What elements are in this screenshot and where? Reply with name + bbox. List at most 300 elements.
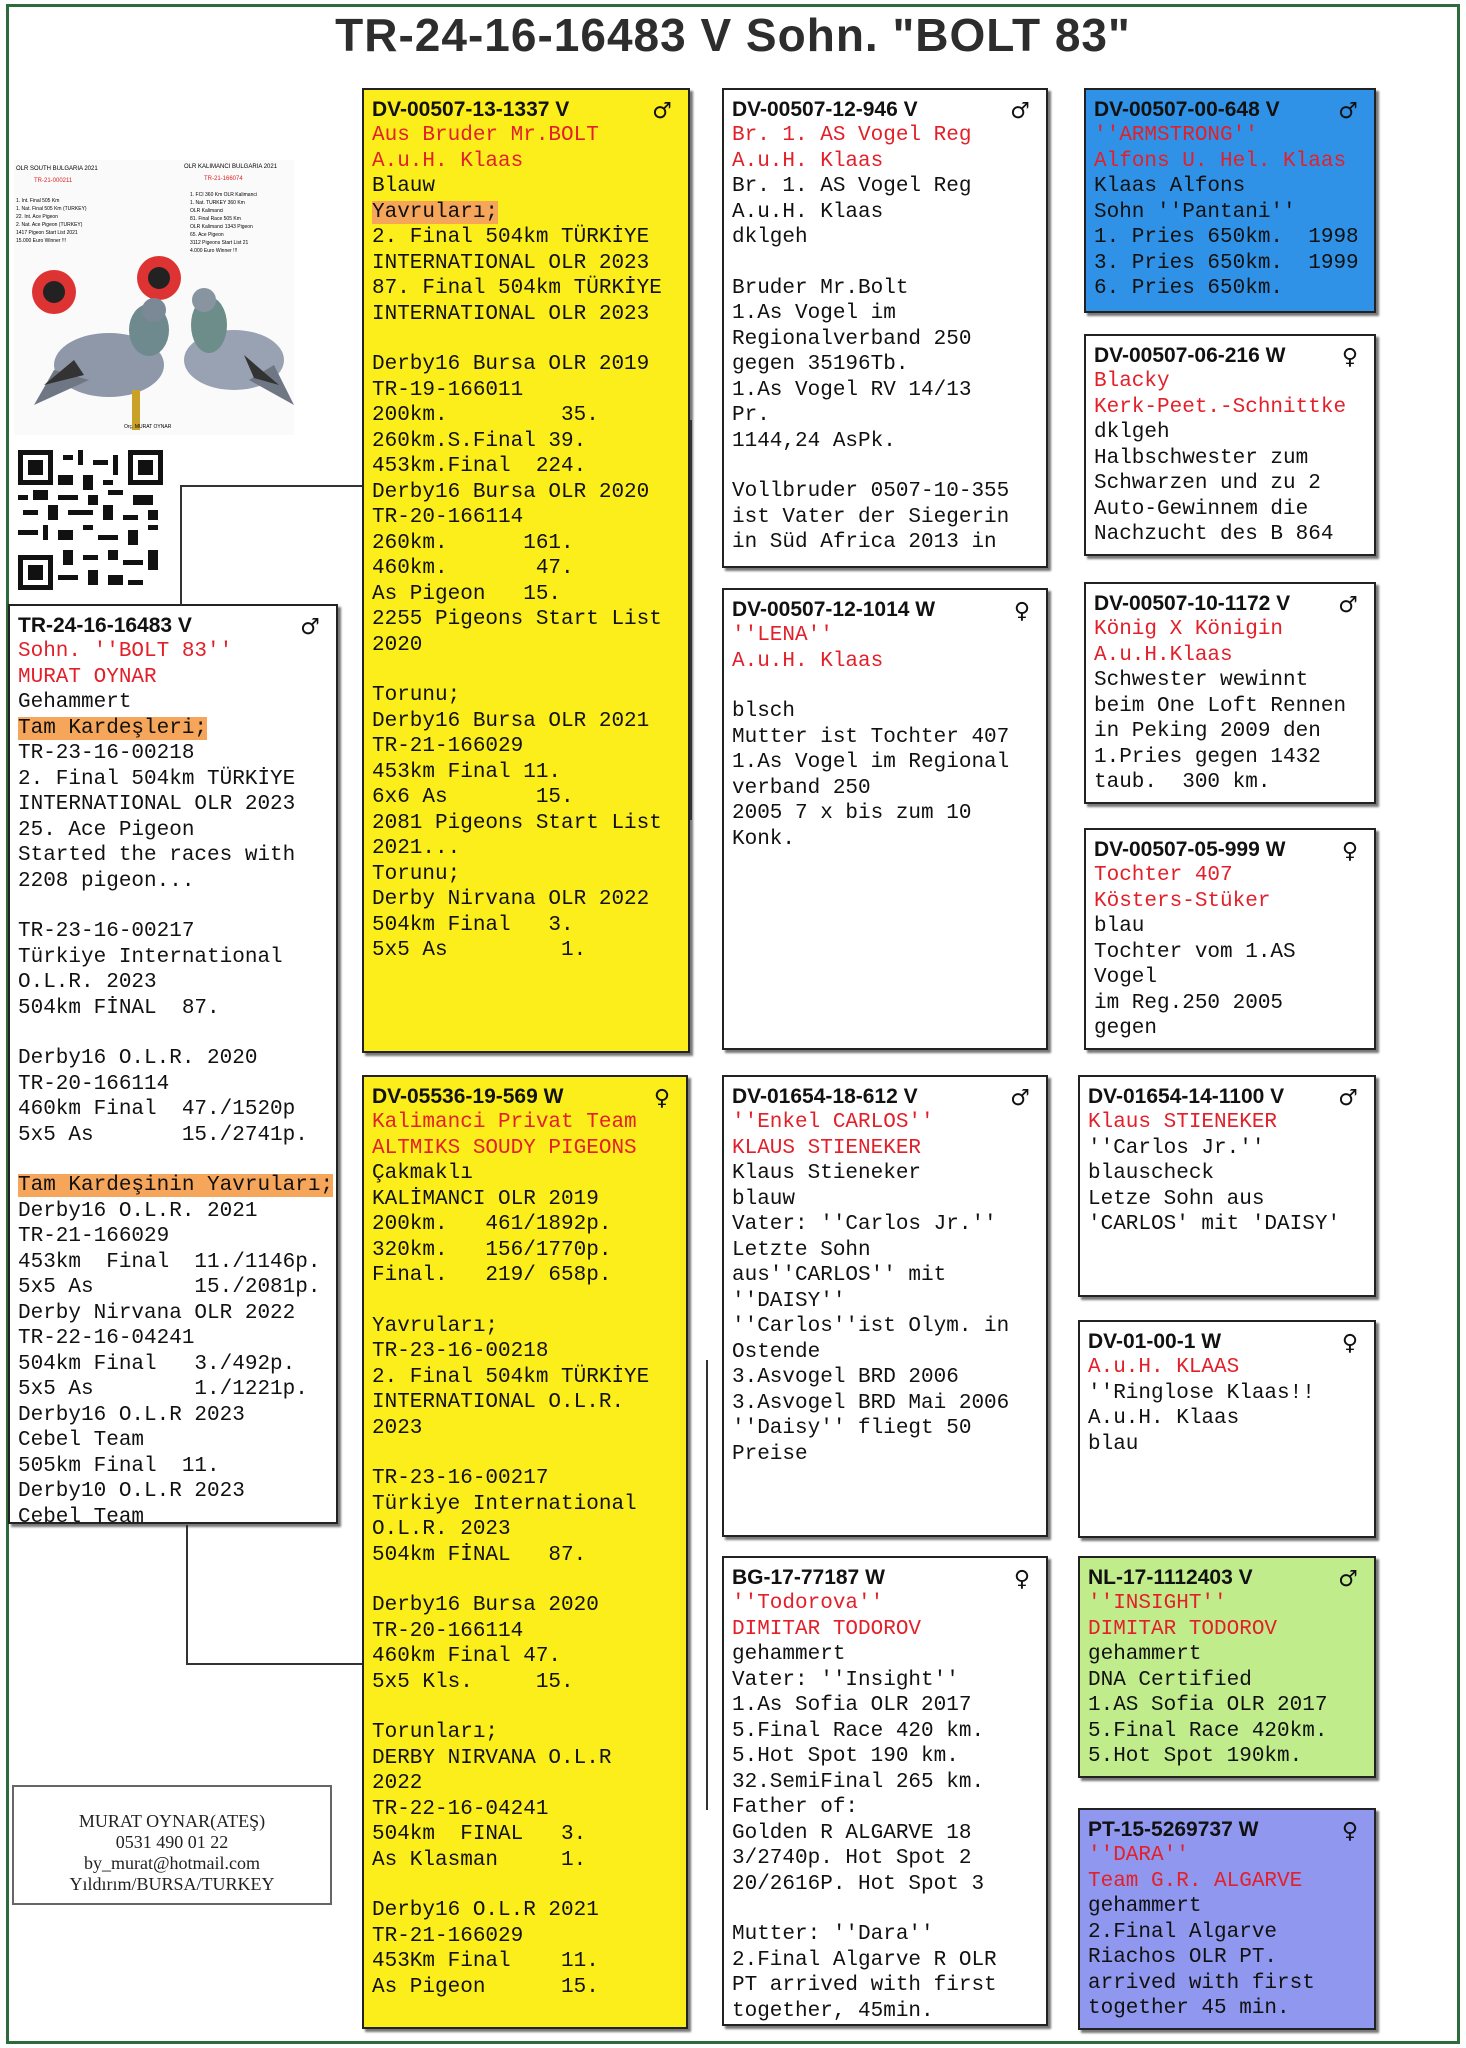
pedigree-line-text: A.u.H. Klaas [1088, 1407, 1240, 1430]
pedigree-line [372, 1543, 678, 1569]
pedigree-line [18, 818, 328, 844]
pedigree-line [1094, 770, 1366, 796]
pedigree-line-text: 2081 Pigeons Start List [372, 811, 662, 835]
contact-email[interactable]: by_murat@hotmail.com [83, 1853, 261, 1873]
dam-box [362, 1075, 688, 2029]
pedigree-line [732, 750, 1038, 776]
pedigree-line [372, 1441, 678, 1466]
pedigree-line [732, 1846, 1038, 1872]
female-icon: ♀ [1341, 839, 1358, 864]
ring-number-text: BG-17-77187 W [732, 1566, 885, 1589]
pedigree-line [1088, 1869, 1366, 1895]
pedigree-line [18, 639, 328, 665]
pedigree-line-text: Blauw [372, 175, 436, 198]
pedigree-line-text: Derby10 O.L.R 2023 [18, 1480, 245, 1503]
pedigree-line-text: Sohn. ''BOLT 83'' [18, 640, 233, 663]
ring-number [1088, 1083, 1366, 1110]
pedigree-line [732, 174, 1038, 200]
pedigree-line-text: König X Königin [1094, 618, 1284, 641]
pedigree-line-text: Klaas Alfons [1094, 175, 1246, 198]
pedigree-line-text: Kerk-Peet.-Schnittke [1094, 395, 1347, 419]
pedigree-line-text: Derby16 O.L.R. 2020 [18, 1047, 258, 1070]
photo-result-line: 22. Int. Ace Pigeon [16, 214, 58, 220]
pedigree-line-text: Mutter ist Tochter 407 [732, 725, 1010, 749]
left-caption: OLR SOUTH BULGARIA 2021 [16, 166, 98, 172]
dds-box [1078, 1556, 1376, 1778]
photo-result-line: OLR Kalimanci [190, 208, 224, 214]
pedigree-line [732, 1821, 1038, 1847]
pedigree-line [18, 894, 328, 919]
pedigree-line-text: INTERNATIONAL O.L.R. [372, 1391, 625, 1414]
pedigree-line-text: 1.Pries gegen 1432 [1094, 745, 1321, 769]
pedigree-line-text: 3/2740p. Hot Spot 2 [732, 1847, 972, 1870]
sire-sire-box [722, 88, 1048, 568]
dam-dam-box [722, 1556, 1048, 2026]
pedigree-line [18, 1275, 328, 1301]
pedigree-line-text: 1.As Vogel RV 14/13 [732, 378, 972, 402]
pedigree-line [1088, 1719, 1366, 1745]
pedigree-line [18, 690, 328, 716]
pedigree-line [732, 352, 1038, 378]
pedigree-line [372, 174, 680, 200]
pedigree-line [1088, 1894, 1366, 1920]
pedigree-line-text: 2021... [372, 837, 461, 860]
pedigree-line [1094, 617, 1366, 643]
pedigree-line-text: Ostende [732, 1340, 821, 1364]
pedigree-line-text: Derby16 O.L.R 2021 [372, 1899, 599, 1922]
pedigree-line [18, 1199, 328, 1225]
ring-number [732, 596, 1038, 623]
pedigree-line-text: 5x5 As 1. [372, 939, 587, 962]
pedigree-line [372, 709, 680, 735]
pedigree-line [18, 1046, 328, 1072]
pedigree-line-text: 5x5 Kls. 15. [372, 1670, 574, 1694]
pedigree-line [1094, 889, 1366, 915]
pedigree-line-text: ''Ringlose Klaas!! [1088, 1381, 1315, 1405]
pedigree-line-text: 5x5 As 15./2081p. [18, 1276, 321, 1299]
pedigree-line [732, 403, 1038, 429]
pedigree-line-text: 200km. 35. [372, 404, 599, 427]
pigeon-photo-illustration [14, 160, 294, 435]
pedigree-line [732, 1897, 1038, 1922]
pedigree-line-text: 504km Final 3./492p. [18, 1352, 296, 1376]
pedigree-line [372, 1466, 678, 1492]
sdd-box [1084, 828, 1376, 1050]
pedigree-line [1094, 446, 1366, 472]
connector-line [690, 590, 692, 820]
sire-box [362, 88, 690, 1053]
pedigree-line [372, 1212, 678, 1238]
pedigree-line [372, 683, 680, 709]
photo-result-line: 15.000 Euro Winner !!! [16, 238, 67, 244]
female-icon: ♀ [1341, 1819, 1358, 1844]
pedigree-line [732, 1719, 1038, 1745]
pedigree-line [18, 665, 328, 691]
pedigree-line-text: TR-20-166114 [372, 1619, 524, 1643]
pedigree-line [1094, 668, 1366, 694]
pedigree-line [1094, 174, 1366, 200]
pedigree-line [1094, 395, 1366, 421]
pedigree-line [372, 1644, 678, 1670]
pedigree-line [18, 767, 328, 793]
pedigree-line-text: MURAT OYNAR [18, 665, 157, 689]
pedigree-line-text: 504km FINAL 3. [372, 1823, 587, 1846]
pedigree-line [1094, 914, 1366, 940]
pedigree-line-text: DIMITAR TODOROV [1088, 1617, 1278, 1641]
pedigree-line-text: ''Enkel CARLOS'' [732, 1111, 934, 1134]
pedigree-line [18, 1479, 328, 1505]
pedigree-line [372, 1517, 678, 1543]
pedigree-line [1094, 965, 1366, 991]
pedigree-line-text: 6. Pries 650km. [1094, 277, 1284, 300]
pedigree-line [1088, 1744, 1366, 1770]
pedigree-line [372, 403, 680, 429]
pedigree-line [1094, 123, 1366, 149]
pedigree-line-text: 2.Final Algarve [1088, 1920, 1278, 1944]
pedigree-line-text: Golden R ALGARVE 18 [732, 1821, 972, 1845]
pedigree-line [732, 1263, 1038, 1289]
connector-line [706, 1360, 708, 1530]
ring-number-text: DV-00507-12-1014 W [732, 598, 936, 621]
pedigree-line [372, 505, 680, 531]
pedigree-line [372, 734, 680, 760]
pedigree-line-text: Schwester wewinnt [1094, 669, 1309, 692]
pedigree-line-text: 505km Final 11. [18, 1454, 220, 1478]
pedigree-line [372, 1848, 678, 1874]
pedigree-line [1088, 1591, 1366, 1617]
pedigree-line-text: 453km.Final 224. [372, 455, 587, 478]
dsd-box [1078, 1320, 1376, 1538]
pedigree-line [372, 1568, 678, 1593]
ring-number-text: DV-01654-14-1100 V [1088, 1085, 1285, 1108]
pedigree-line [1088, 1920, 1366, 1946]
ring-number-text: NL-17-1112403 V [1088, 1566, 1253, 1589]
pedigree-line [1088, 1843, 1366, 1869]
male-icon: ♂ [1338, 593, 1358, 618]
photo-result-line: OLR Kalimanci 1343 Pigeon [190, 224, 253, 230]
pedigree-line-text: 453km Final 11. [372, 760, 562, 784]
pedigree-line [18, 1505, 328, 1525]
pedigree-line [732, 454, 1038, 479]
pedigree-line [18, 1403, 328, 1429]
pedigree-line [1094, 694, 1366, 720]
pedigree-line-text: Tochter vom 1.AS [1094, 940, 1296, 964]
pedigree-line-text: ''LENA'' [732, 624, 833, 647]
pedigree-line [372, 302, 680, 328]
pedigree-line [372, 429, 680, 455]
pedigree-line [372, 1314, 678, 1340]
pedigree-line-text: Schwarzen und zu 2 [1094, 472, 1321, 495]
pedigree-line-text: 453Km Final 11. [372, 1950, 599, 1973]
pedigree-line [1094, 991, 1366, 1017]
pedigree-line-text: 5.Final Race 420km. [1088, 1719, 1328, 1743]
pedigree-line [1088, 1945, 1366, 1971]
pedigree-line [372, 1289, 678, 1314]
pedigree-line [732, 674, 1038, 699]
pedigree-line [732, 251, 1038, 276]
pedigree-line-text: Torunu; [372, 684, 461, 707]
photo-result-line: 4.000 Euro Winner !!! [190, 248, 238, 254]
pedigree-line [372, 480, 680, 506]
pedigree-line [1088, 1136, 1366, 1162]
pedigree-line [372, 1924, 678, 1950]
pedigree-line-text: Letze Sohn aus [1088, 1187, 1265, 1211]
pedigree-line-text: ''INSIGHT'' [1088, 1592, 1227, 1615]
pedigree-line [732, 200, 1038, 226]
pedigree-line-text: Br. 1. AS Vogel Reg [732, 175, 972, 198]
pedigree-line [372, 1797, 678, 1823]
pedigree-line-text: blau [1088, 1432, 1139, 1456]
pedigree-line [732, 1770, 1038, 1796]
pedigree-line-text: dklgeh [1094, 421, 1170, 444]
pedigree-line-text: Vater: ''Carlos Jr.'' [732, 1213, 997, 1236]
pedigree-line-text: Derby16 O.L.R. 2021 [18, 1199, 258, 1223]
pedigree-line [18, 1301, 328, 1327]
pedigree-line [732, 1668, 1038, 1694]
pedigree-line-text: As Pigeon 15. [372, 582, 562, 606]
pedigree-line-text: A.u.H. Klaas [732, 649, 884, 673]
pedigree-line [1088, 1406, 1366, 1432]
photo-result-line: 1. FCI 360 Km OLR Kalimanci [190, 192, 257, 198]
pedigree-line [372, 123, 680, 149]
pedigree-line-text: 320km. 156/1770p. [372, 1238, 612, 1262]
right-caption: OLR KALIMANCI BULGARIA 2021 [184, 164, 278, 170]
contact-phone: 0531 490 01 22 [115, 1832, 229, 1852]
pedigree-line [732, 1365, 1038, 1391]
pedigree-line-text: TR-22-16-04241 [18, 1327, 195, 1350]
pedigree-line [372, 1136, 678, 1162]
pedigree-line-text: PT arrived with first [732, 1974, 997, 1997]
pedigree-line [372, 1949, 678, 1975]
pedigree-line [1094, 1016, 1366, 1042]
pedigree-line-text: 1.As Sofia OLR 2017 [732, 1694, 972, 1717]
pedigree-line [1094, 225, 1366, 251]
pedigree-line [732, 1212, 1038, 1238]
pedigree-line-text: Türkiye International [18, 945, 283, 969]
pedigree-line-text: Gehammert [18, 691, 132, 714]
pedigree-line [732, 1289, 1038, 1315]
pedigree-line-text: TR-23-16-00217 [18, 920, 195, 943]
pedigree-line-text: 1.As Vogel im Regional [732, 751, 1010, 774]
ring-number-text: DV-00507-00-648 V [1094, 98, 1280, 121]
pedigree-line [732, 801, 1038, 827]
pedigree-line-text: Letzte Sohn [732, 1238, 871, 1262]
contact-address: Yıldırım/BURSA/TURKEY [69, 1874, 275, 1894]
pedigree-line [372, 836, 680, 862]
pedigree-line-text: Riachos OLR PT. [1088, 1946, 1278, 1969]
ring-number-text: DV-05536-19-569 W [372, 1085, 564, 1108]
pedigree-line [372, 1746, 678, 1772]
ring-number [1094, 96, 1366, 123]
pedigree-line [1088, 1110, 1366, 1136]
pedigree-line-text: 'CARLOS' mit 'DAISY' [1088, 1213, 1341, 1236]
pedigree-line-text: 200km. 461/1892p. [372, 1213, 612, 1236]
pedigree-line-text: verband 250 [732, 776, 871, 800]
pedigree-line-text: Nachzucht des B 864 [1094, 523, 1334, 546]
pedigree-line-text: 2. Final 504km TÜRKİYE [18, 767, 296, 791]
sds-box [1084, 582, 1376, 804]
pedigree-line [372, 1873, 678, 1898]
dam-sire-box [722, 1075, 1048, 1537]
pedigree-line-text: 460km. 47. [372, 557, 574, 580]
pedigree-line-text: ''ARMSTRONG'' [1094, 124, 1258, 147]
pedigree-line-text: INTERNATIONAL OLR 2023 [18, 793, 296, 816]
pedigree-line-text: Sohn ''Pantani'' [1094, 200, 1296, 224]
ring-number [372, 1083, 678, 1110]
pedigree-line-text: Konk. [732, 827, 796, 851]
ring-number [1094, 342, 1366, 369]
pedigree-line-text: TR-20-166114 [372, 506, 524, 529]
pedigree-line-text: blauscheck [1088, 1162, 1215, 1185]
pedigree-line-text: TR-23-16-00218 [18, 742, 195, 765]
ring-number [732, 96, 1038, 123]
pedigree-line-text: Preise [732, 1442, 808, 1466]
pedigree-line [1094, 369, 1366, 395]
pedigree-line-text: 3.Asvogel BRD Mai 2006 [732, 1391, 1010, 1415]
pedigree-line-text: 2022 [372, 1772, 423, 1795]
pedigree-line-text: As Pigeon 15. [372, 1975, 599, 1999]
photo-result-line: 65. Ace Pigeon [190, 232, 224, 238]
pedigree-line-text: ''DARA'' [1088, 1844, 1189, 1867]
pedigree-line-text: 1.As Vogel im [732, 302, 896, 325]
sss-box [1084, 88, 1376, 313]
ring-number-text: DV-00507-13-1337 V [372, 98, 570, 121]
male-icon: ♂ [1010, 1086, 1030, 1111]
pedigree-line-text: gehammert [1088, 1643, 1202, 1666]
qr-code-icon [18, 450, 163, 590]
pedigree-line-text: DERBY NIRVANA O.L.R [372, 1746, 612, 1770]
ring-number-text: DV-01654-18-612 V [732, 1085, 918, 1108]
pedigree-line [372, 887, 680, 913]
pedigree-line [372, 276, 680, 302]
photo-signature: Orç. MURAT OYNAR [124, 424, 172, 430]
female-icon: ♀ [1341, 1331, 1358, 1356]
pedigree-line-text: together, 45min. [732, 1999, 934, 2023]
pedigree-line [18, 716, 328, 742]
pedigree-line-text: Alfons U. Hel. Klaas [1094, 149, 1347, 173]
pedigree-line [732, 1187, 1038, 1213]
pedigree-line [1094, 251, 1366, 277]
connector-line [706, 1530, 708, 1810]
pedigree-line [1094, 719, 1366, 745]
pedigree-line-text: Yavruları; [372, 200, 499, 224]
right-ring: TR-21-166074 [204, 176, 243, 182]
pedigree-line [372, 1390, 678, 1416]
pedigree-line [732, 1795, 1038, 1821]
pedigree-line-text: Kalimanci Privat Team [372, 1111, 637, 1134]
pedigree-line [372, 785, 680, 811]
pedigree-line [732, 1591, 1038, 1617]
ring-number [1088, 1564, 1366, 1591]
ring-number-text: DV-00507-10-1172 V [1094, 592, 1291, 615]
pedigree-line [18, 1123, 328, 1149]
dss-box [1078, 1075, 1376, 1297]
pedigree-line-text: A.u.H.Klaas [1094, 643, 1233, 667]
pedigree-line [1088, 1642, 1366, 1668]
male-icon: ♂ [1010, 99, 1030, 124]
photo-result-line: 3112 Pigeons Start List 21 [190, 240, 249, 246]
pedigree-line [732, 123, 1038, 149]
pedigree-line [1094, 863, 1366, 889]
pedigree-line [1088, 1617, 1366, 1643]
pedigree-line [372, 633, 680, 659]
pedigree-line-text: blsch [732, 700, 796, 723]
ring-number-text: DV-01-00-1 W [1088, 1330, 1222, 1353]
pedigree-line [372, 200, 680, 226]
pedigree-line [732, 479, 1038, 505]
pedigree-line-text: DNA Certified [1088, 1668, 1252, 1692]
ring-number [732, 1083, 1038, 1110]
pedigree-line [1094, 276, 1366, 302]
pedigree-line [372, 862, 680, 888]
pedigree-line [372, 1263, 678, 1289]
pedigree-line-text: Klaus STIENEKER [1088, 1111, 1278, 1134]
pedigree-line [372, 913, 680, 939]
pedigree-line-text: Derby16 Bursa 2020 [372, 1594, 599, 1617]
pedigree-line [732, 1416, 1038, 1442]
pedigree-line-text: 2. Final 504km TÜRKİYE [372, 1365, 650, 1389]
connector-line [180, 485, 362, 487]
pedigree-line [732, 1110, 1038, 1136]
pedigree-line-text: aus''CARLOS'' mit [732, 1264, 947, 1287]
pedigree-line [18, 843, 328, 869]
pedigree-line [732, 276, 1038, 302]
pedigree-line-text: Tochter 407 [1094, 864, 1233, 887]
pedigree-line [372, 607, 680, 633]
ring-number [1088, 1328, 1366, 1355]
pedigree-line [372, 1365, 678, 1391]
photo-result-line: 2. Nat. Ace Pigeon (TURKEY) [16, 222, 83, 228]
pedigree-line-text: TR-21-166029 [18, 1225, 170, 1248]
pedigree-line [372, 1492, 678, 1518]
ring-number [732, 1564, 1038, 1591]
pedigree-line [372, 1238, 678, 1264]
photo-result-line: 1. Nat. TURKEY 360 Km [190, 200, 245, 206]
pedigree-line-text: Auto-Gewinnem die [1094, 497, 1309, 521]
ring-number-text: TR-24-16-16483 V [18, 614, 192, 637]
pedigree-line [18, 1072, 328, 1098]
pedigree-line-text: 25. Ace Pigeon [18, 818, 195, 842]
pedigree-line [1094, 745, 1366, 771]
pedigree-line [1094, 522, 1366, 548]
photo-result-line: 1. Int. Final 505 Km [16, 198, 60, 204]
pedigree-line-text: 87. Final 504km TÜRKİYE [372, 277, 662, 300]
pedigree-line-text: 5.Final Race 420 km. [732, 1719, 985, 1743]
pedigree-line [732, 1238, 1038, 1264]
pedigree-line [18, 1021, 328, 1046]
connector-line [180, 485, 182, 605]
qr-code[interactable] [18, 450, 163, 590]
pedigree-line [372, 1110, 678, 1136]
pedigree-line-text: arrived with first [1088, 1971, 1315, 1995]
male-icon: ♂ [1338, 1086, 1358, 1111]
pedigree-line [18, 1352, 328, 1378]
pedigree-line-text: A.u.H. Klaas [732, 200, 884, 224]
pedigree-line [732, 1693, 1038, 1719]
pedigree-line-text: TR-19-166011 [372, 378, 524, 402]
pedigree-line-text: 3. Pries 650km. 1999 [1094, 251, 1359, 275]
left-ring: TR-21-000211 [34, 178, 73, 184]
pedigree-line-text: Started the races with [18, 844, 296, 867]
pedigree-line [372, 1975, 678, 2001]
pedigree-line [732, 1314, 1038, 1340]
female-icon: ♀ [1013, 599, 1030, 624]
pedigree-line [372, 1187, 678, 1213]
pedigree-line-text: Tam Kardeşleri; [18, 716, 208, 740]
female-icon: ♀ [1013, 1567, 1030, 1592]
pedigree-line-text: 5.Hot Spot 190 km. [732, 1745, 959, 1768]
pedigree-line [372, 1670, 678, 1696]
